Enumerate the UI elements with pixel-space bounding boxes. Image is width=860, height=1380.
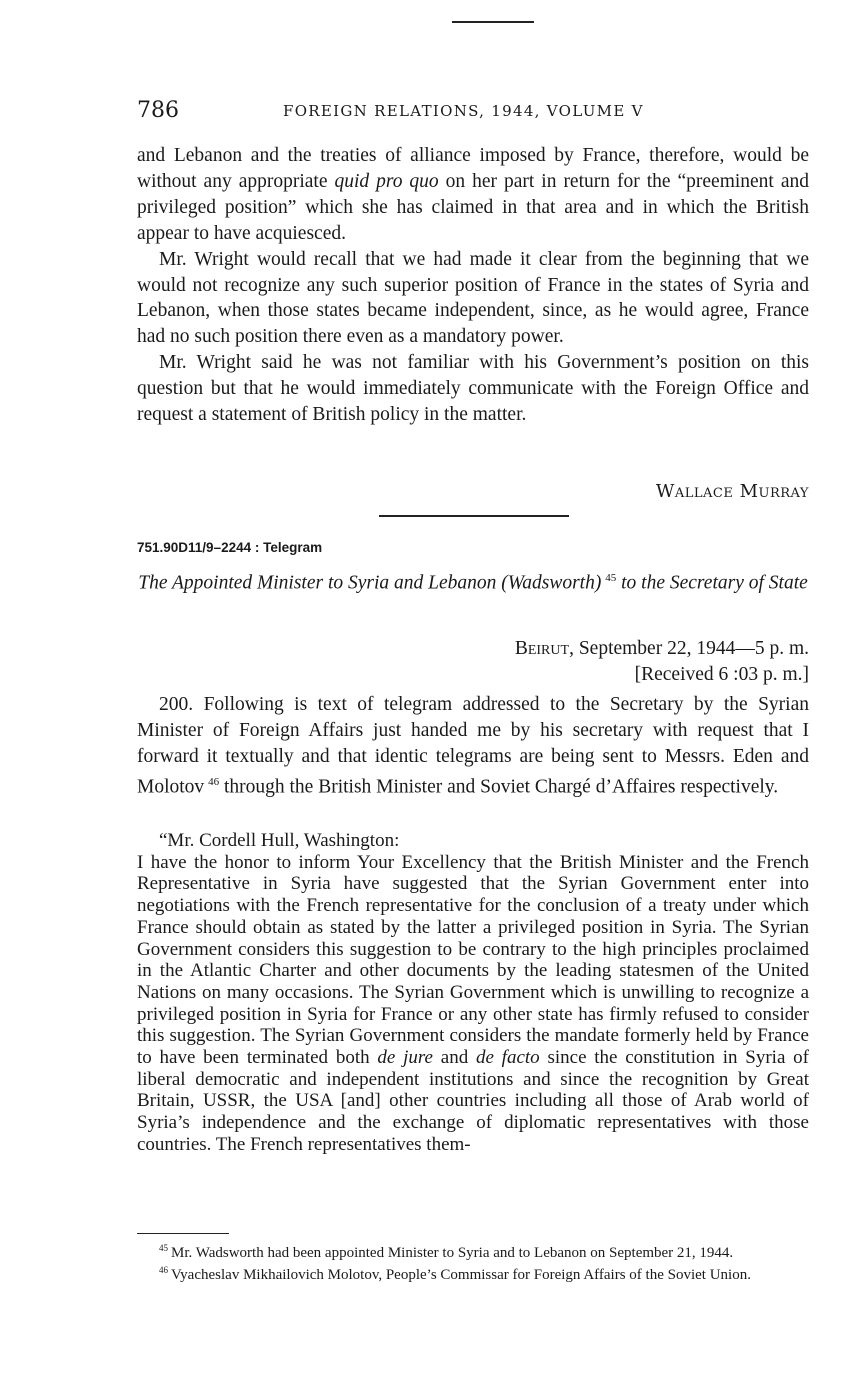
received-time: [Received 6 :03 p. m.] bbox=[634, 664, 809, 685]
footnote: $^{46}$ Vyacheslav Mikhailovich Molotov, People’s Commissar for Foreign Affairs of the Soviet Union. bbox=[159, 1265, 751, 1283]
page-header bbox=[137, 98, 809, 128]
page-number: 786 bbox=[137, 98, 179, 123]
telegram-intro bbox=[137, 692, 809, 800]
telegram-paragraph: 200. Following is text of telegram addressed to the Secretary by the Syrian Minister of Foreign Affairs just handed me by his secretary with request that I forward it textually and that identic telegrams are being sent to Messrs. Eden and Molotov $^{46}$ through the British Minister and Soviet Chargé d’Affaires respectively. bbox=[137, 694, 809, 798]
dateline-date: , September 22, 1944—5 p. m. bbox=[569, 638, 809, 659]
memo-body bbox=[137, 143, 809, 428]
footnote-marker: 46 bbox=[208, 775, 220, 788]
latin-phrase: quid pro quo bbox=[334, 170, 439, 192]
signature: Wallace Murray bbox=[655, 481, 809, 502]
quoted-telegram bbox=[137, 830, 809, 1156]
running-head: FOREIGN RELATIONS, 1944, VOLUME V bbox=[283, 102, 644, 120]
memo-paragraph-1: and Lebanon and the treaties of alliance imposed by France, therefore, would be without any appropriate quid pro quo on her part in return for the “preeminent and privileged position” which she has claimed in that area and in which the British appear to have acquiesced. bbox=[137, 145, 809, 244]
salutation: “Mr. Cordell Hull, Washington: bbox=[159, 830, 400, 851]
document-title: The Appointed Minister to Syria and Lebanon (Wadsworth) $^{45}$ to the Secretary of State bbox=[138, 572, 808, 594]
top-rule bbox=[452, 21, 534, 23]
memo-paragraph-2: Mr. Wright would recall that we had made it clear from the beginning that we would not recognize any such superior position of France in the states of Syria and Lebanon, when those states became independent, since, as he would agree, France had no such position there even as a mandatory power. bbox=[137, 248, 809, 348]
footnote-marker: 45 bbox=[605, 572, 617, 584]
footnote-rule bbox=[137, 1233, 229, 1234]
footnote: $^{45}$ Mr. Wadsworth had been appointed Minister to Syria and to Lebanon on September 21, 1944. bbox=[159, 1243, 734, 1261]
dateline-place: Beirut bbox=[514, 638, 570, 659]
file-reference: 751.90D11/9–2244 : Telegram bbox=[137, 540, 323, 555]
dateline bbox=[515, 636, 809, 688]
quoted-paragraph: I have the honor to inform Your Excellency that the British Minister and the French Representative in Syria have suggested that the Syrian Government enter into negotiations with the French representative for the conclusion of a treaty under which France should obtain as stated by the latter a privileged position in Syria. The Syrian Government considers this suggestion to be contrary to the high principles proclaimed in the Atlantic Charter and other documents by the leading statesmen of the United Nations on many occasions. The Syrian Government which is unwilling to recognize a privileged position in Syria for France or any other state has firmly refused to consider this suggestion. The Syrian Government considers the mandate formerly held by France to have been terminated both de jure and de facto since the constitution in Syria of liberal democratic and independent institutions and since the recognition by Great Britain, USSR, the USA [and] other countries including all those of Arab world of Syria’s independence and the exchange of diplomatic representatives with those countries. The French representatives them- bbox=[137, 851, 809, 1155]
memo-paragraph-3: Mr. Wright said he was not familiar with his Government’s position on this question but that he would immediately communicate with the Foreign Office and request a statement of British policy in the matter. bbox=[137, 352, 809, 426]
footnotes bbox=[137, 1240, 809, 1284]
section-divider bbox=[379, 515, 569, 517]
